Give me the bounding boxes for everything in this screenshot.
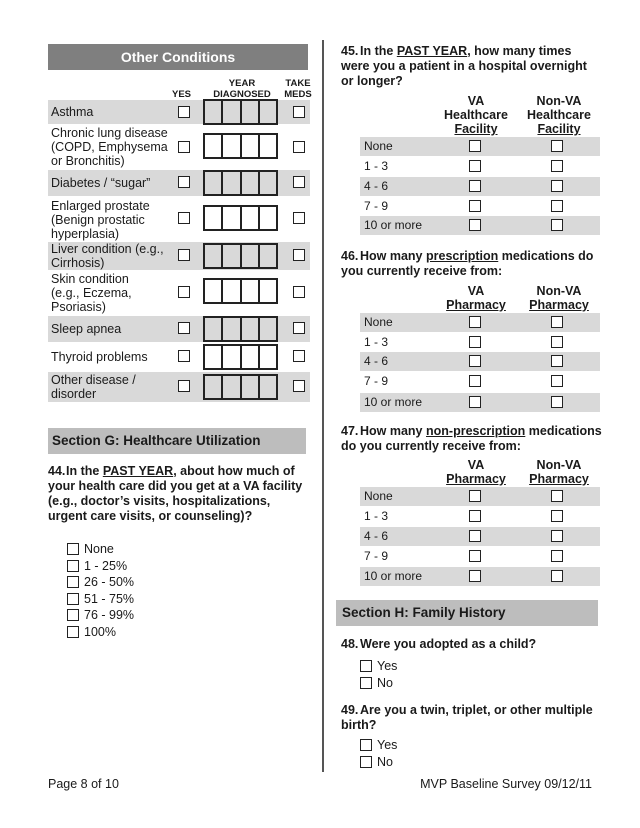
thyroid-meds-checkbox[interactable] bbox=[293, 350, 305, 362]
q46-va-checkbox[interactable] bbox=[469, 336, 481, 348]
condition-row-lung bbox=[48, 126, 310, 170]
q44-checkbox[interactable] bbox=[67, 560, 79, 572]
q47-nonva-checkbox[interactable] bbox=[551, 530, 563, 542]
lung-meds-checkbox[interactable] bbox=[293, 141, 305, 153]
q44-checkbox[interactable] bbox=[67, 626, 79, 638]
condition-label: Enlarged prostate (Benign prostatic hyperplasia) bbox=[51, 199, 150, 241]
q45-number: 45. bbox=[341, 44, 359, 58]
condition-label: Asthma bbox=[51, 105, 94, 119]
q49-option-label: Yes bbox=[377, 737, 398, 752]
q49-option-yes[interactable] bbox=[360, 736, 397, 753]
q46-row-label: 7 - 9 bbox=[364, 374, 389, 388]
q44-emphasis: PAST YEAR bbox=[102, 464, 174, 478]
q44-checkbox[interactable] bbox=[67, 593, 79, 605]
q46-nonva-checkbox[interactable] bbox=[551, 355, 563, 367]
q47-nonva-checkbox[interactable] bbox=[551, 510, 563, 522]
prostate-meds-checkbox[interactable] bbox=[293, 212, 305, 224]
asthma-year-input[interactable] bbox=[203, 99, 278, 125]
q44-option[interactable] bbox=[67, 591, 134, 608]
other-conditions-header: Other Conditions bbox=[48, 44, 308, 70]
q44-text-after: , about how much of your health care did you get at a VA facility (e.g., doctor’s visits, hospitalizations, urgent care visits, or counseling)? bbox=[48, 464, 303, 523]
q45-va-checkbox[interactable] bbox=[469, 200, 481, 212]
q47-col2-line1: Non-VA bbox=[536, 458, 582, 472]
skin-yes-checkbox[interactable] bbox=[178, 286, 190, 298]
col-meds-header bbox=[280, 78, 316, 100]
condition-label: Liver condition (e.g., Cirrhosis) bbox=[51, 242, 164, 270]
sleep-apnea-year-input[interactable] bbox=[203, 316, 278, 342]
q48-option-no[interactable] bbox=[360, 674, 397, 691]
q44-text-before: In the bbox=[66, 464, 103, 478]
q47-row bbox=[360, 487, 600, 506]
q46-row bbox=[360, 372, 600, 391]
q46-col2-header bbox=[520, 284, 598, 312]
q46-row bbox=[360, 393, 600, 412]
col-year-header bbox=[207, 78, 277, 100]
q49-no-checkbox[interactable] bbox=[360, 756, 372, 768]
liver-year-input[interactable] bbox=[203, 243, 278, 269]
q47-va-checkbox[interactable] bbox=[469, 510, 481, 522]
q45-row bbox=[360, 197, 600, 216]
condition-row-skin bbox=[48, 270, 310, 314]
q46-col1-line1: VA bbox=[467, 284, 485, 298]
condition-label: Thyroid problems bbox=[51, 350, 148, 364]
thyroid-year-input[interactable] bbox=[203, 344, 278, 370]
q47-col1-line2: Pharmacy bbox=[446, 472, 506, 486]
thyroid-yes-checkbox[interactable] bbox=[178, 350, 190, 362]
q44-option-label: 76 - 99% bbox=[84, 608, 135, 623]
q45-va-checkbox[interactable] bbox=[469, 160, 481, 172]
q47-va-checkbox[interactable] bbox=[469, 530, 481, 542]
q47-row-label: 4 - 6 bbox=[364, 529, 389, 543]
condition-row-prostate bbox=[48, 198, 310, 242]
sleep-apnea-meds-checkbox[interactable] bbox=[293, 322, 305, 334]
q47-va-checkbox[interactable] bbox=[469, 490, 481, 502]
q45-col1-line2: Healthcare bbox=[444, 108, 508, 122]
diabetes-year-input[interactable] bbox=[203, 170, 278, 196]
condition-row-asthma bbox=[48, 100, 310, 124]
q46-nonva-checkbox[interactable] bbox=[551, 336, 563, 348]
q48-options bbox=[360, 657, 397, 691]
q49-number: 49. bbox=[341, 703, 359, 717]
q44-checkbox[interactable] bbox=[67, 543, 79, 555]
q46-text-after: medications do you currently receive from: bbox=[341, 249, 594, 278]
col-meds-line2: MEDS bbox=[284, 89, 312, 100]
q48-yes-checkbox[interactable] bbox=[360, 660, 372, 672]
q46-text-before: How many bbox=[360, 249, 426, 263]
q47-nonva-checkbox[interactable] bbox=[551, 570, 563, 582]
liver-meds-checkbox[interactable] bbox=[293, 249, 305, 261]
q47-row bbox=[360, 567, 600, 586]
q45-va-checkbox[interactable] bbox=[469, 219, 481, 231]
q47-nonva-checkbox[interactable] bbox=[551, 490, 563, 502]
other-yes-checkbox[interactable] bbox=[178, 380, 190, 392]
q45-row-label: 10 or more bbox=[364, 218, 423, 232]
q45-nonva-checkbox[interactable] bbox=[551, 219, 563, 231]
q45-col1-line3: Facility bbox=[454, 122, 498, 136]
q47-number: 47. bbox=[341, 424, 359, 438]
q48-no-checkbox[interactable] bbox=[360, 677, 372, 689]
q46-row-label: 4 - 6 bbox=[364, 354, 389, 368]
q47-row bbox=[360, 527, 600, 546]
section-h-header: Section H: Family History bbox=[336, 600, 598, 626]
q47-text-after: medications do you currently receive from: bbox=[341, 424, 602, 453]
q49-option-no[interactable] bbox=[360, 753, 397, 770]
q47-row bbox=[360, 547, 600, 566]
col-year-line1: YEAR bbox=[228, 78, 256, 89]
diabetes-yes-checkbox[interactable] bbox=[178, 176, 190, 188]
q44-option[interactable] bbox=[67, 541, 134, 558]
q45-text bbox=[341, 44, 601, 89]
diabetes-meds-checkbox[interactable] bbox=[293, 176, 305, 188]
sleep-apnea-yes-checkbox[interactable] bbox=[178, 322, 190, 334]
q46-nonva-checkbox[interactable] bbox=[551, 396, 563, 408]
condition-row-thyroid bbox=[48, 344, 310, 370]
q44-option-label: None bbox=[84, 542, 114, 557]
condition-label: Diabetes / “sugar” bbox=[51, 176, 151, 190]
skin-meds-checkbox[interactable] bbox=[293, 286, 305, 298]
q45-row bbox=[360, 137, 600, 156]
q44-option[interactable] bbox=[67, 607, 134, 624]
q46-number: 46. bbox=[341, 249, 359, 263]
q44-number: 44. bbox=[48, 464, 66, 478]
section-g-header: Section G: Healthcare Utilization bbox=[48, 428, 306, 454]
footer-survey-id: MVP Baseline Survey 09/12/11 bbox=[420, 777, 592, 791]
q45-row bbox=[360, 216, 600, 235]
q49-question: Are you a twin, triplet, or other multiple birth? bbox=[341, 703, 593, 732]
q45-text-before: In the bbox=[360, 44, 397, 58]
q46-row bbox=[360, 313, 600, 332]
q47-emphasis: non-prescription bbox=[426, 424, 526, 438]
q45-emphasis: PAST YEAR bbox=[396, 44, 468, 58]
asthma-yes-checkbox[interactable] bbox=[178, 106, 190, 118]
q47-text bbox=[341, 424, 603, 454]
q47-text-before: How many bbox=[360, 424, 426, 438]
liver-yes-checkbox[interactable] bbox=[178, 249, 190, 261]
q45-text-after: , how many times were you a patient in a hospital overnight or longer? bbox=[341, 44, 587, 88]
prostate-yes-checkbox[interactable] bbox=[178, 212, 190, 224]
lung-year-input[interactable] bbox=[203, 133, 278, 159]
q45-col1-header bbox=[438, 94, 514, 136]
col-meds-line1: TAKE bbox=[285, 78, 311, 89]
q46-row-label: 10 or more bbox=[364, 395, 423, 409]
condition-row-sleep-apnea bbox=[48, 316, 310, 342]
other-year-input[interactable] bbox=[203, 374, 278, 400]
q49-yes-checkbox[interactable] bbox=[360, 739, 372, 751]
q44-checkbox[interactable] bbox=[67, 609, 79, 621]
skin-year-input[interactable] bbox=[203, 278, 278, 304]
condition-row-diabetes bbox=[48, 170, 310, 196]
q46-va-checkbox[interactable] bbox=[469, 355, 481, 367]
q45-col2-line3: Facility bbox=[537, 122, 581, 136]
q46-row-label: None bbox=[364, 315, 393, 329]
other-meds-checkbox[interactable] bbox=[293, 380, 305, 392]
lung-yes-checkbox[interactable] bbox=[178, 141, 190, 153]
q45-nonva-checkbox[interactable] bbox=[551, 200, 563, 212]
condition-row-liver bbox=[48, 242, 310, 270]
q47-row-label: None bbox=[364, 489, 393, 503]
q49-text bbox=[341, 703, 603, 733]
q47-col2-line2: Pharmacy bbox=[529, 472, 589, 486]
q45-nonva-checkbox[interactable] bbox=[551, 180, 563, 192]
q47-row-label: 10 or more bbox=[364, 569, 423, 583]
q46-va-checkbox[interactable] bbox=[469, 375, 481, 387]
q44-option[interactable] bbox=[67, 574, 134, 591]
q47-va-checkbox[interactable] bbox=[469, 570, 481, 582]
col-year-line2: DIAGNOSED bbox=[213, 89, 271, 100]
prostate-year-input[interactable] bbox=[203, 205, 278, 231]
q45-col2-line2: Healthcare bbox=[527, 108, 591, 122]
q47-va-checkbox[interactable] bbox=[469, 550, 481, 562]
q47-col2-header bbox=[520, 458, 598, 486]
q46-va-checkbox[interactable] bbox=[469, 316, 481, 328]
q44-checkbox[interactable] bbox=[67, 576, 79, 588]
q45-row-label: None bbox=[364, 139, 393, 153]
q48-text bbox=[341, 637, 601, 652]
q45-va-checkbox[interactable] bbox=[469, 140, 481, 152]
q46-emphasis: prescription bbox=[426, 249, 499, 263]
q46-nonva-checkbox[interactable] bbox=[551, 316, 563, 328]
q44-option[interactable] bbox=[67, 558, 134, 575]
condition-label: Sleep apnea bbox=[51, 322, 122, 336]
q44-option-label: 51 - 75% bbox=[84, 591, 135, 606]
footer-page-number: Page 8 of 10 bbox=[48, 777, 119, 791]
q47-col1-header bbox=[438, 458, 514, 486]
q45-col2-header bbox=[520, 94, 598, 136]
q46-col2-line2: Pharmacy bbox=[529, 298, 589, 312]
q45-row bbox=[360, 157, 600, 176]
q47-row-label: 7 - 9 bbox=[364, 549, 389, 563]
q45-nonva-checkbox[interactable] bbox=[551, 160, 563, 172]
asthma-meds-checkbox[interactable] bbox=[293, 106, 305, 118]
q48-option-label: Yes bbox=[377, 658, 398, 673]
column-divider bbox=[322, 40, 324, 772]
q46-nonva-checkbox[interactable] bbox=[551, 375, 563, 387]
q45-row-label: 7 - 9 bbox=[364, 199, 389, 213]
q48-question: Were you adopted as a child? bbox=[360, 637, 537, 651]
condition-label: Skin condition (e.g., Eczema, Psoriasis) bbox=[51, 272, 132, 314]
q45-row-label: 4 - 6 bbox=[364, 179, 389, 193]
q45-row bbox=[360, 177, 600, 196]
q46-row bbox=[360, 333, 600, 352]
q45-col2-line1: Non-VA bbox=[536, 94, 582, 108]
q47-nonva-checkbox[interactable] bbox=[551, 550, 563, 562]
q44-option-label: 1 - 25% bbox=[84, 558, 128, 573]
q47-col1-line1: VA bbox=[467, 458, 485, 472]
q45-nonva-checkbox[interactable] bbox=[551, 140, 563, 152]
q47-row-label: 1 - 3 bbox=[364, 509, 389, 523]
q46-row-label: 1 - 3 bbox=[364, 335, 389, 349]
q44-text bbox=[48, 464, 310, 524]
condition-label: Chronic lung disease (COPD, Emphysema or Bronchitis) bbox=[51, 126, 168, 168]
condition-label: Other disease / disorder bbox=[51, 373, 136, 401]
q48-number: 48. bbox=[341, 637, 359, 651]
q46-text bbox=[341, 249, 601, 279]
q49-options bbox=[360, 736, 397, 770]
q46-va-checkbox[interactable] bbox=[469, 396, 481, 408]
q48-option-yes[interactable] bbox=[360, 657, 397, 674]
q46-row bbox=[360, 352, 600, 371]
q46-col1-line2: Pharmacy bbox=[446, 298, 506, 312]
q45-va-checkbox[interactable] bbox=[469, 180, 481, 192]
q47-row bbox=[360, 507, 600, 526]
q49-option-label: No bbox=[377, 754, 393, 769]
q48-option-label: No bbox=[377, 675, 393, 690]
q45-row-label: 1 - 3 bbox=[364, 159, 389, 173]
condition-row-other bbox=[48, 372, 310, 402]
q44-option-label: 26 - 50% bbox=[84, 575, 135, 590]
col-yes-header: YES bbox=[172, 89, 192, 100]
q44-option-label: 100% bbox=[84, 624, 116, 639]
q46-col2-line1: Non-VA bbox=[536, 284, 582, 298]
q44-options bbox=[67, 541, 134, 640]
q44-option[interactable] bbox=[67, 624, 134, 641]
q46-col1-header bbox=[438, 284, 514, 312]
q45-col1-line1: VA bbox=[467, 94, 485, 108]
